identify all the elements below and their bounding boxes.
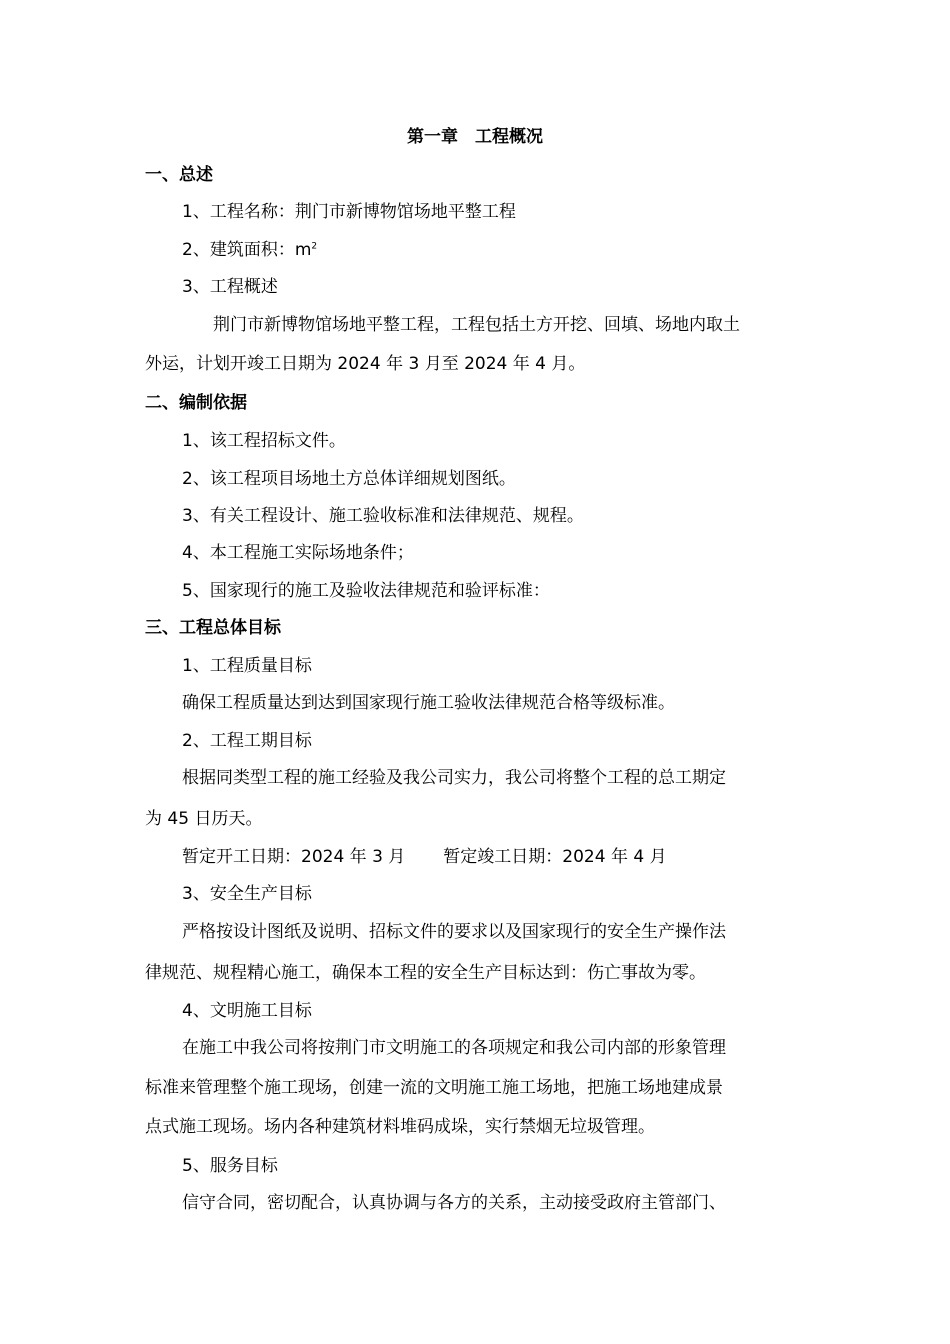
building-area-text: 2、建筑面积：m bbox=[182, 240, 312, 260]
quality-goal-label: 1、工程质量目标 bbox=[182, 656, 312, 676]
civilized-line-1: 在施工中我公司将按荆门市文明施工的各项规定和我公司内部的形象管理 bbox=[182, 1038, 726, 1058]
schedule-line-2: 为 45 日历天。 bbox=[145, 809, 263, 829]
item-building-area bbox=[182, 238, 317, 262]
basis-item-3: 3、有关工程设计、施工验收标准和法律规范、规程。 bbox=[182, 506, 584, 526]
item-project-summary: 3、工程概述 bbox=[182, 277, 278, 297]
basis-item-4: 4、本工程施工实际场地条件； bbox=[182, 543, 414, 563]
chapter-title: 第一章 工程概况 bbox=[407, 127, 543, 147]
section-heading-goals: 三、工程总体目标 bbox=[145, 618, 281, 638]
service-goal-label: 5、服务目标 bbox=[182, 1156, 278, 1176]
end-date: 暂定竣工日期：2024 年 4 月 bbox=[443, 847, 667, 867]
basis-item-5: 5、国家现行的施工及验收法律规范和验评标准： bbox=[182, 581, 550, 601]
schedule-line-1: 根据同类型工程的施工经验及我公司实力，我公司将整个工程的总工期定 bbox=[182, 768, 726, 788]
schedule-goal-label: 2、工程工期目标 bbox=[182, 731, 312, 751]
safety-line-1: 严格按设计图纸及说明、招标文件的要求以及国家现行的安全生产操作法 bbox=[182, 922, 726, 942]
service-line-1: 信守合同，密切配合，认真协调与各方的关系，主动接受政府主管部门、 bbox=[182, 1193, 726, 1213]
section-heading-overview: 一、总述 bbox=[145, 165, 213, 185]
start-date: 暂定开工日期：2024 年 3 月 bbox=[182, 847, 406, 867]
basis-item-2: 2、该工程项目场地土方总体详细规划图纸。 bbox=[182, 469, 516, 489]
civilized-goal-label: 4、文明施工目标 bbox=[182, 1001, 312, 1021]
basis-item-1: 1、该工程招标文件。 bbox=[182, 431, 346, 451]
civilized-line-3: 点式施工现场。场内各种建筑材料堆码成垛，实行禁烟无垃圾管理。 bbox=[145, 1117, 655, 1137]
summary-paragraph-line-2: 外运，计划开竣工日期为 2024 年 3 月至 2024 年 4 月。 bbox=[145, 354, 586, 374]
civilized-line-2: 标准来管理整个施工现场，创建一流的文明施工施工场地，把施工场地建成景 bbox=[145, 1078, 723, 1098]
schedule-dates bbox=[182, 845, 667, 869]
section-heading-basis: 二、编制依据 bbox=[145, 393, 247, 413]
safety-line-2: 律规范、规程精心施工，确保本工程的安全生产目标达到：伤亡事故为零。 bbox=[145, 963, 706, 983]
item-project-name: 1、工程名称：荆门市新博物馆场地平整工程 bbox=[182, 202, 516, 222]
area-unit-superscript: 2 bbox=[311, 241, 318, 252]
quality-goal-text: 确保工程质量达到达到国家现行施工验收法律规范合格等级标准。 bbox=[182, 693, 675, 713]
summary-paragraph-line-1: 荆门市新博物馆场地平整工程，工程包括土方开挖、回填、场地内取土 bbox=[213, 315, 740, 335]
safety-goal-label: 3、安全生产目标 bbox=[182, 884, 312, 904]
